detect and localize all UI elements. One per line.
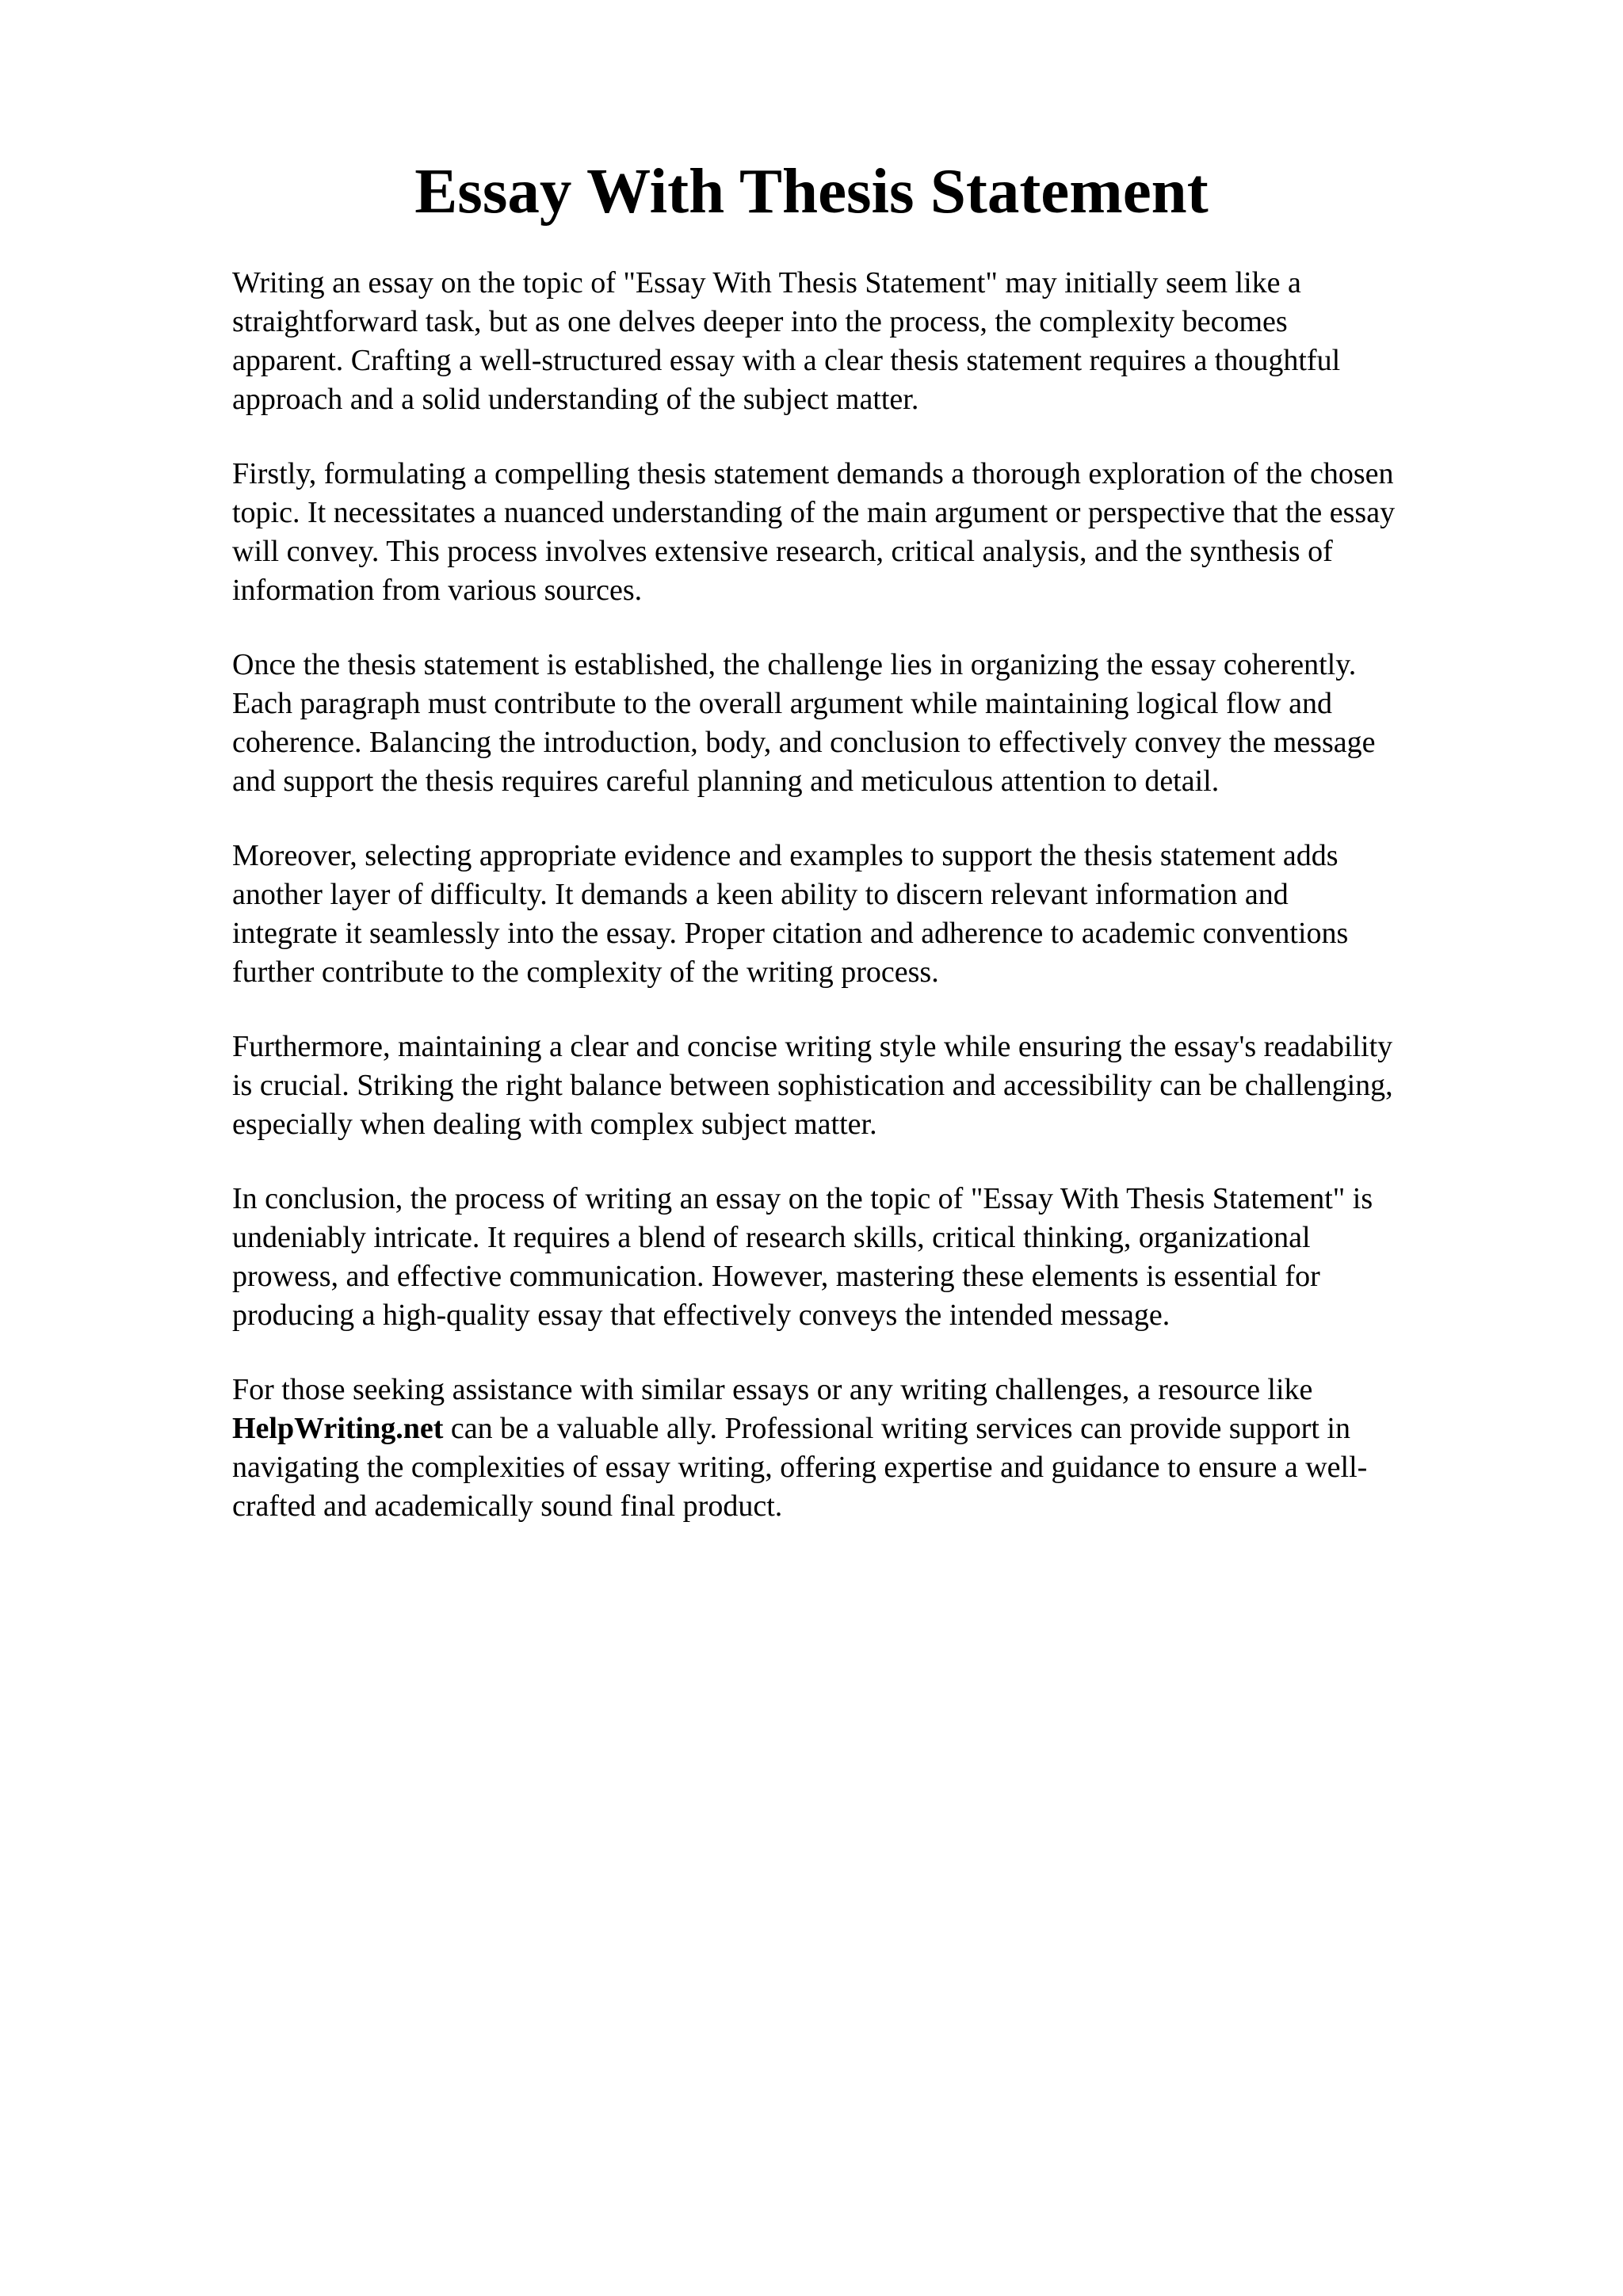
text-line: straightforward task, but as one delves deeper into the process, the complexity becomes — [232, 305, 1288, 338]
paragraph-1 — [232, 264, 1516, 419]
text-segment: can be a valuable ally. Professional writing services can provide support in — [443, 1412, 1350, 1445]
text-line: Writing an essay on the topic of "Essay With Thesis Statement" may initially seem like a — [232, 266, 1301, 299]
brand-name: HelpWriting.net — [232, 1412, 444, 1445]
text-line: Moreover, selecting appropriate evidence and examples to support the thesis statement adds — [232, 839, 1338, 872]
text-line: information from various sources. — [232, 574, 643, 607]
text-line: especially when dealing with complex subject matter. — [232, 1108, 877, 1141]
text-line: coherence. Balancing the introduction, body, and conclusion to effectively convey the message — [232, 726, 1376, 759]
text-line: undeniably intricate. It requires a blend of research skills, critical thinking, organizational — [232, 1221, 1311, 1254]
paragraph-2 — [232, 455, 1516, 610]
text-line: navigating the complexities of essay writing, offering expertise and guidance to ensure a well- — [232, 1451, 1368, 1484]
text-line: will convey. This process involves extensive research, critical analysis, and the synthesis of — [232, 535, 1333, 568]
text-line: and support the thesis requires careful planning and meticulous attention to detail. — [232, 765, 1220, 798]
text-line: crafted and academically sound final product. — [232, 1489, 783, 1523]
text-line: is crucial. Striking the right balance between sophistication and accessibility can be challenging, — [232, 1069, 1393, 1102]
text-line: In conclusion, the process of writing an essay on the topic of "Essay With Thesis Statement" is — [232, 1182, 1373, 1215]
text-line: integrate it seamlessly into the essay. Proper citation and adherence to academic conventions — [232, 917, 1349, 950]
text-line: prowess, and effective communication. However, mastering these elements is essential for — [232, 1260, 1320, 1293]
text-line: apparent. Crafting a well-structured essay with a clear thesis statement requires a thoughtful — [232, 344, 1341, 377]
paragraph-6 — [232, 1180, 1516, 1335]
text-line: Each paragraph must contribute to the overall argument while maintaining logical flow and — [232, 687, 1332, 720]
text-line: approach and a solid understanding of the subject matter. — [232, 383, 919, 416]
paragraph-3 — [232, 646, 1516, 801]
text-line: topic. It necessitates a nuanced understanding of the main argument or perspective that the essay — [232, 496, 1396, 529]
text-line: For those seeking assistance with similar essays or any writing challenges, a resource like — [232, 1373, 1313, 1406]
paragraph-5 — [232, 1028, 1516, 1144]
text-line: Firstly, formulating a compelling thesis statement demands a thorough exploration of the chosen — [232, 457, 1394, 490]
text-line: producing a high-quality essay that effectively conveys the intended message. — [232, 1299, 1170, 1332]
text-line: Once the thesis statement is established, the challenge lies in organizing the essay coherently. — [232, 648, 1357, 681]
page-title: Essay With Thesis Statement — [414, 155, 1209, 227]
text-line: another layer of difficulty. It demands a keen ability to discern relevant information and — [232, 878, 1289, 911]
paragraph-closing — [232, 1371, 1516, 1526]
essay-body — [232, 264, 1516, 1562]
text-line: further contribute to the complexity of the writing process. — [232, 955, 939, 989]
text-line: Furthermore, maintaining a clear and concise writing style while ensuring the essay's readability — [232, 1030, 1393, 1063]
paragraph-4 — [232, 837, 1516, 992]
text-line — [232, 1409, 1516, 1448]
